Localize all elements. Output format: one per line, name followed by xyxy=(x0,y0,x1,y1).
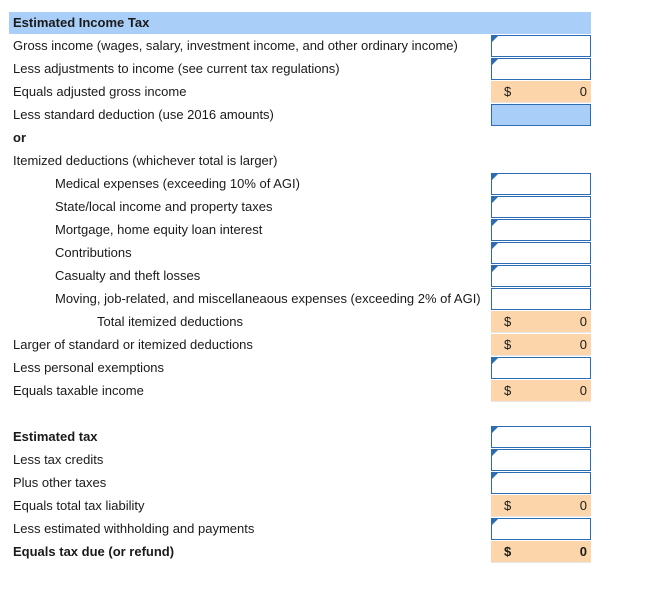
currency-symbol: $ xyxy=(504,314,512,329)
input-marker-icon xyxy=(492,36,498,42)
adjustments-label: Less adjustments to income (see current tax regulations) xyxy=(13,61,340,76)
mortgage-label: Mortgage, home equity loan interest xyxy=(55,222,263,237)
casualty-label: Casualty and theft losses xyxy=(55,268,201,283)
other-taxes-label: Plus other taxes xyxy=(13,475,107,490)
form-title: Estimated Income Tax xyxy=(13,15,150,30)
input-marker-icon xyxy=(492,243,498,249)
standard-deduction-input[interactable] xyxy=(491,104,591,126)
larger-deduction-value-cell xyxy=(491,334,591,356)
taxable-income-value: 0 xyxy=(579,383,587,398)
gross-income-input[interactable] xyxy=(491,35,591,57)
total-itemized-value: 0 xyxy=(579,314,587,329)
currency-symbol: $ xyxy=(504,337,512,352)
currency-symbol: $ xyxy=(504,84,512,99)
total-liability-value-cell xyxy=(491,495,591,517)
mortgage-input[interactable] xyxy=(491,219,591,241)
withholding-label: Less estimated withholding and payments xyxy=(13,521,255,536)
tax-due-value: 0 xyxy=(579,544,587,559)
medical-label: Medical expenses (exceeding 10% of AGI) xyxy=(55,176,300,191)
input-marker-icon xyxy=(492,473,498,479)
estimated-tax-label: Estimated tax xyxy=(13,429,98,444)
taxable-income-value-cell xyxy=(491,380,591,402)
input-marker-icon xyxy=(492,450,498,456)
adjustments-input[interactable] xyxy=(491,58,591,80)
currency-symbol: $ xyxy=(504,498,512,513)
casualty-input[interactable] xyxy=(491,265,591,287)
input-marker-icon xyxy=(492,519,498,525)
standard-deduction-label: Less standard deduction (use 2016 amounts) xyxy=(13,107,274,122)
state-local-label: State/local income and property taxes xyxy=(55,199,273,214)
other-taxes-input[interactable] xyxy=(491,472,591,494)
moving-label: Moving, job-related, and miscellaneaous expenses (exceeding 2% of AGI) xyxy=(55,291,481,306)
agi-value: 0 xyxy=(579,84,587,99)
agi-label: Equals adjusted gross income xyxy=(13,84,187,99)
total-itemized-value-cell xyxy=(491,311,591,333)
input-marker-icon xyxy=(492,174,498,180)
total-itemized-label: Total itemized deductions xyxy=(97,314,243,329)
currency-symbol: $ xyxy=(504,383,512,398)
withholding-input[interactable] xyxy=(491,518,591,540)
agi-value-cell xyxy=(491,81,591,103)
state-local-input[interactable] xyxy=(491,196,591,218)
tax-credits-input[interactable] xyxy=(491,449,591,471)
input-marker-icon xyxy=(492,197,498,203)
estimated-tax-input[interactable] xyxy=(491,426,591,448)
input-marker-icon xyxy=(492,358,498,364)
gross-income-label: Gross income (wages, salary, investment income, and other ordinary income) xyxy=(13,38,458,53)
contributions-label: Contributions xyxy=(55,245,132,260)
input-marker-icon xyxy=(492,266,498,272)
total-liability-label: Equals total tax liability xyxy=(13,498,145,513)
itemized-header: Itemized deductions (whichever total is larger) xyxy=(13,153,278,168)
input-marker-icon xyxy=(492,427,498,433)
tax-credits-label: Less tax credits xyxy=(13,452,104,467)
medical-input[interactable] xyxy=(491,173,591,195)
exemptions-input[interactable] xyxy=(491,357,591,379)
total-liability-value: 0 xyxy=(579,498,587,513)
input-marker-icon xyxy=(492,220,498,226)
moving-input[interactable] xyxy=(491,288,591,310)
tax-due-label: Equals tax due (or refund) xyxy=(13,544,175,559)
tax-due-value-cell xyxy=(491,541,591,563)
exemptions-label: Less personal exemptions xyxy=(13,360,165,375)
currency-symbol: $ xyxy=(504,544,512,559)
larger-deduction-value: 0 xyxy=(579,337,587,352)
input-marker-icon xyxy=(492,59,498,65)
taxable-income-label: Equals taxable income xyxy=(13,383,144,398)
or-label: or xyxy=(13,130,26,145)
larger-deduction-label: Larger of standard or itemized deductions xyxy=(13,337,253,352)
contributions-input[interactable] xyxy=(491,242,591,264)
